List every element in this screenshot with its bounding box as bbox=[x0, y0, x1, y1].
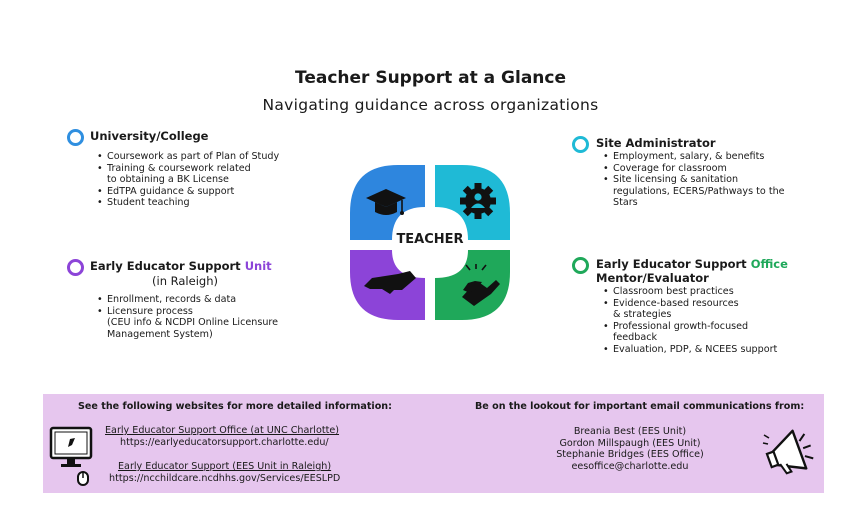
ees-office-url[interactable]: https://earlyeducatorsupport.charlotte.edu/ bbox=[120, 437, 329, 448]
university-heading: University/College bbox=[90, 129, 209, 143]
site-admin-ring-icon bbox=[572, 136, 589, 153]
ees-office-heading: Early Educator Support Office bbox=[596, 257, 788, 271]
ees-office-role: Mentor/Evaluator bbox=[596, 271, 709, 285]
ees-office-bullet-list bbox=[601, 286, 843, 356]
university-ring-icon bbox=[67, 129, 84, 146]
university-bullet-list bbox=[95, 151, 337, 209]
list-item: • Coverage for classroom bbox=[613, 163, 843, 175]
contact-list bbox=[530, 426, 730, 472]
computer-monitor-icon bbox=[48, 425, 98, 489]
ees-unit-link[interactable]: Early Educator Support (EES Unit in Raleigh) bbox=[118, 461, 332, 472]
contact-name: Gordon Millspaugh (EES Unit) bbox=[559, 437, 701, 449]
list-item: • Student teaching bbox=[107, 197, 337, 209]
contact-name: Stephanie Bridges (EES Office) bbox=[556, 449, 704, 460]
ees-unit-ring-icon bbox=[67, 259, 84, 276]
wheel-center-label: TEACHER bbox=[396, 232, 464, 247]
list-item: • Training & coursework related to obtaining a BK License bbox=[107, 163, 337, 186]
contact-email[interactable]: eesoffice@charlotte.edu bbox=[571, 460, 689, 472]
gear-person-icon bbox=[460, 183, 496, 219]
ees-office-link[interactable]: Early Educator Support Office (at UNC Charlotte) bbox=[105, 425, 340, 436]
email-heading: Be on the lookout for important email communications from: bbox=[475, 401, 805, 412]
contact-name: Breania Best (EES Unit) bbox=[573, 426, 687, 437]
ees-unit-accent: Unit bbox=[244, 259, 272, 273]
ees-unit-url[interactable]: https://ncchildcare.ncdhhs.gov/Services/EESLPD bbox=[109, 473, 341, 484]
websites-heading: See the following websites for more detailed information: bbox=[78, 401, 392, 412]
ees-unit-bullet-list bbox=[95, 294, 347, 340]
page-title: Teacher Support at a Glance bbox=[294, 68, 566, 88]
ees-office-ring-icon bbox=[572, 257, 589, 274]
megaphone-icon bbox=[760, 423, 818, 481]
list-item: • Classroom best practices bbox=[613, 286, 843, 298]
ees-office-accent: Office bbox=[750, 257, 788, 271]
list-item: • Enrollment, records & data bbox=[107, 294, 347, 306]
list-item: • EdTPA guidance & support bbox=[107, 186, 337, 198]
ees-unit-location: (in Raleigh) bbox=[152, 274, 218, 288]
list-item: • Professional growth-focused feedback bbox=[613, 321, 843, 344]
list-item: • Licensure process (CEU info & NCDPI Online Licensure Management System) bbox=[107, 306, 347, 341]
list-item: • Evaluation, PDP, & NCEES support bbox=[613, 344, 843, 356]
site-admin-bullet-list bbox=[601, 151, 843, 209]
site-admin-heading: Site Administrator bbox=[596, 136, 716, 150]
list-item: • Employment, salary, & benefits bbox=[613, 151, 843, 163]
list-item: • Coursework as part of Plan of Study bbox=[107, 151, 337, 163]
list-item: • Site licensing & sanitation regulations, ECERS/Pathways to the Stars bbox=[613, 174, 843, 209]
list-item: • Evidence-based resources & strategies bbox=[613, 298, 843, 321]
ees-unit-heading: Early Educator Support Unit bbox=[90, 259, 272, 273]
page-subtitle: Navigating guidance across organizations bbox=[262, 96, 599, 114]
